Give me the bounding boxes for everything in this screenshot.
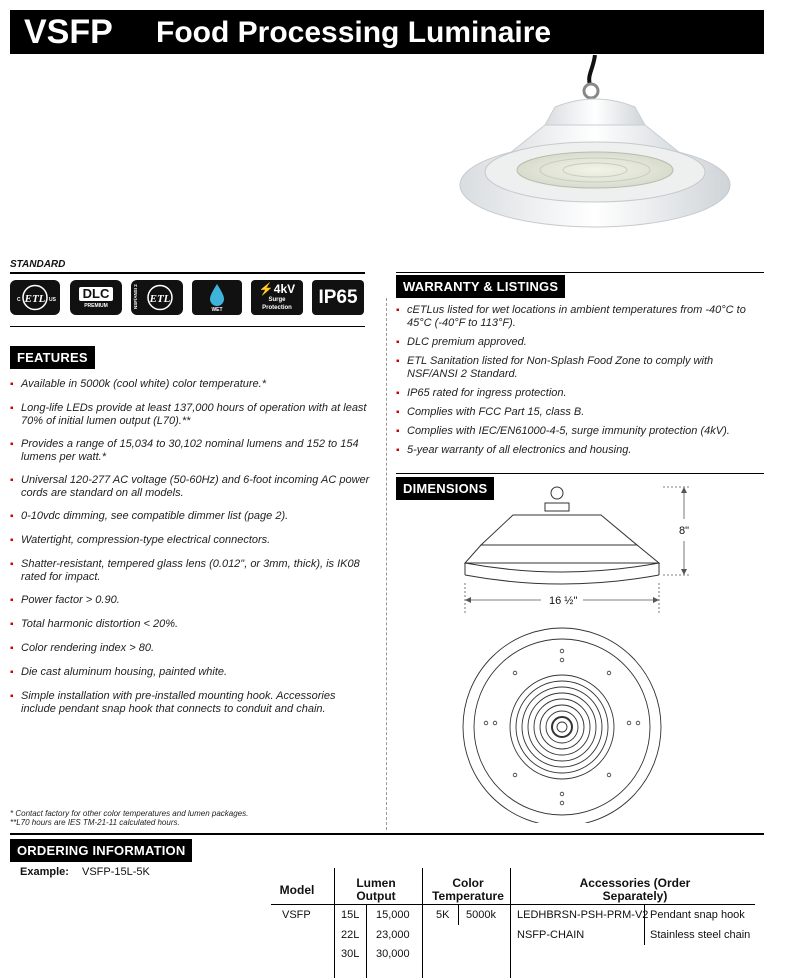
ip65-icon: IP65: [312, 280, 364, 315]
footnote: * Contact factory for other color temperatures and lumen packages.: [10, 809, 249, 818]
list-item: ▪ IP65 rated for ingress protection.: [396, 387, 766, 400]
table-cell-lumen-code: 30L: [341, 948, 360, 960]
svg-text:US: US: [49, 297, 56, 303]
ordering-heading: ORDERING INFORMATION: [10, 839, 192, 862]
warranty-section: [396, 275, 565, 298]
list-item: ▪ Universal 120-277 AC voltage (50-60Hz) and 6-foot incoming AC power cords are standard on all models.: [10, 474, 370, 500]
table-cell-model: VSFP: [282, 909, 311, 921]
table-cell-accessory-desc: Stainless steel chain: [650, 929, 751, 941]
list-item: ▪ Long-life LEDs provide at least 137,000 hours of operation with at least 70% of initial lumen output (L70).**: [10, 402, 370, 428]
table-cell-lumen-code: 15L: [341, 909, 360, 921]
standard-label: STANDARD: [10, 259, 66, 270]
svg-text:ETL: ETL: [149, 293, 171, 305]
list-item: ▪ Total harmonic distortion < 20%.: [10, 618, 370, 631]
features-list: [10, 378, 370, 716]
list-item: ▪ Simple installation with pre-installed mounting hook. Accessories include pendant snap hook that connects to conduit and chain.: [10, 690, 370, 716]
table-cell-lumen-code: 22L: [341, 929, 360, 941]
divider: [10, 833, 764, 835]
divider: [396, 473, 764, 474]
list-item: ▪ Watertight, compression-type electrical connectors.: [10, 534, 370, 547]
column-header-color: Color Temperature: [432, 876, 504, 903]
svg-text:C: C: [17, 297, 21, 303]
table-vline: [366, 905, 367, 978]
table-cell-color-value: 5000k: [466, 909, 496, 921]
list-item: ▪ Shatter-resistant, tempered glass lens (0.012", or 3mm, thick), is IK08 rated for impact.: [10, 558, 370, 584]
table-cell-color-code: 5K: [436, 909, 450, 921]
example-value: VSFP-15L-5K: [81, 866, 150, 878]
table-vline: [510, 868, 511, 978]
list-item: ▪ Provides a range of 15,034 to 30,102 nominal lumens and 152 to 154 lumens per watt.*: [10, 438, 370, 464]
width-dimension-label: 16 ½": [549, 595, 578, 607]
svg-text:NSF/ANSI 2: NSF/ANSI 2: [133, 284, 138, 309]
example-label: Example:: [20, 866, 69, 878]
wet-location-icon: WET: [192, 280, 242, 315]
dimensions-heading: DIMENSIONS: [396, 477, 494, 500]
table-vline: [458, 905, 459, 925]
column-divider: [386, 298, 387, 830]
features-section: [10, 346, 95, 369]
list-item: ▪ DLC premium approved.: [396, 336, 766, 349]
dlc-premium-icon: DLC PREMIUM: [70, 280, 122, 315]
cetlus-icon: [10, 280, 60, 315]
divider: [10, 326, 365, 327]
warranty-list: [396, 304, 766, 457]
ordering-section: [10, 839, 192, 862]
divider: [396, 272, 764, 273]
features-heading: FEATURES: [10, 346, 95, 369]
table-cell-lumen-value: 23,000: [376, 929, 410, 941]
list-item: ▪ Complies with IEC/EN61000-4-5, surge immunity protection (4kV).: [396, 425, 766, 438]
list-item: ▪ ETL Sanitation listed for Non-Splash Food Zone to comply with NSF/ANSI 2 Standard.: [396, 355, 766, 381]
etl-nsf-icon: [131, 280, 183, 315]
table-vline: [422, 868, 423, 978]
table-cell-accessory-code: LEDHBRSN-PSH-PRM-V2: [517, 909, 649, 921]
list-item: ▪ Color rendering index > 80.: [10, 642, 370, 655]
column-header-accessories: Accessories (Order Separately): [579, 876, 691, 903]
footnotes: [10, 809, 248, 827]
list-item: ▪ 0-10vdc dimming, see compatible dimmer list (page 2).: [10, 510, 370, 523]
table-vline: [334, 868, 335, 978]
ordering-example: [20, 866, 150, 878]
list-item: ▪ Die cast aluminum housing, painted white.: [10, 666, 370, 679]
column-header-lumen: Lumen Output: [356, 876, 396, 903]
title-bar: [10, 10, 764, 54]
model-title: VSFP: [24, 13, 113, 51]
table-cell-lumen-value: 30,000: [376, 948, 410, 960]
table-header-rule: [271, 904, 755, 905]
table-cell-lumen-value: 15,000: [376, 909, 410, 921]
table-cell-accessory-code: NSFP-CHAIN: [517, 929, 585, 941]
dimensions-drawing: [455, 483, 695, 823]
luminaire-product-image: [455, 55, 755, 240]
table-cell-accessory-desc: Pendant snap hook: [650, 909, 745, 921]
list-item: ▪ Power factor > 0.90.: [10, 594, 370, 607]
list-item: ▪ cETLus listed for wet locations in ambient temperatures from -40°C to 45°C (-40°F to 113°F).: [396, 304, 766, 330]
warranty-heading: WARRANTY & LISTINGS: [396, 275, 565, 298]
list-item: ▪ Available in 5000k (cool white) color temperature.*: [10, 378, 370, 391]
footnote: **L70 hours are IES TM-21-11 calculated hours.: [10, 818, 180, 827]
surge-protection-icon: ⚡4kV Surge Protection: [251, 280, 303, 315]
svg-text:ETL: ETL: [24, 293, 46, 305]
product-title: Food Processing Luminaire: [156, 16, 552, 49]
list-item: ▪ 5-year warranty of all electronics and housing.: [396, 444, 766, 457]
height-dimension-label: 8": [679, 525, 690, 537]
list-item: ▪ Complies with FCC Part 15, class B.: [396, 406, 766, 419]
divider: [10, 272, 365, 274]
column-header-model: Model: [279, 883, 315, 897]
